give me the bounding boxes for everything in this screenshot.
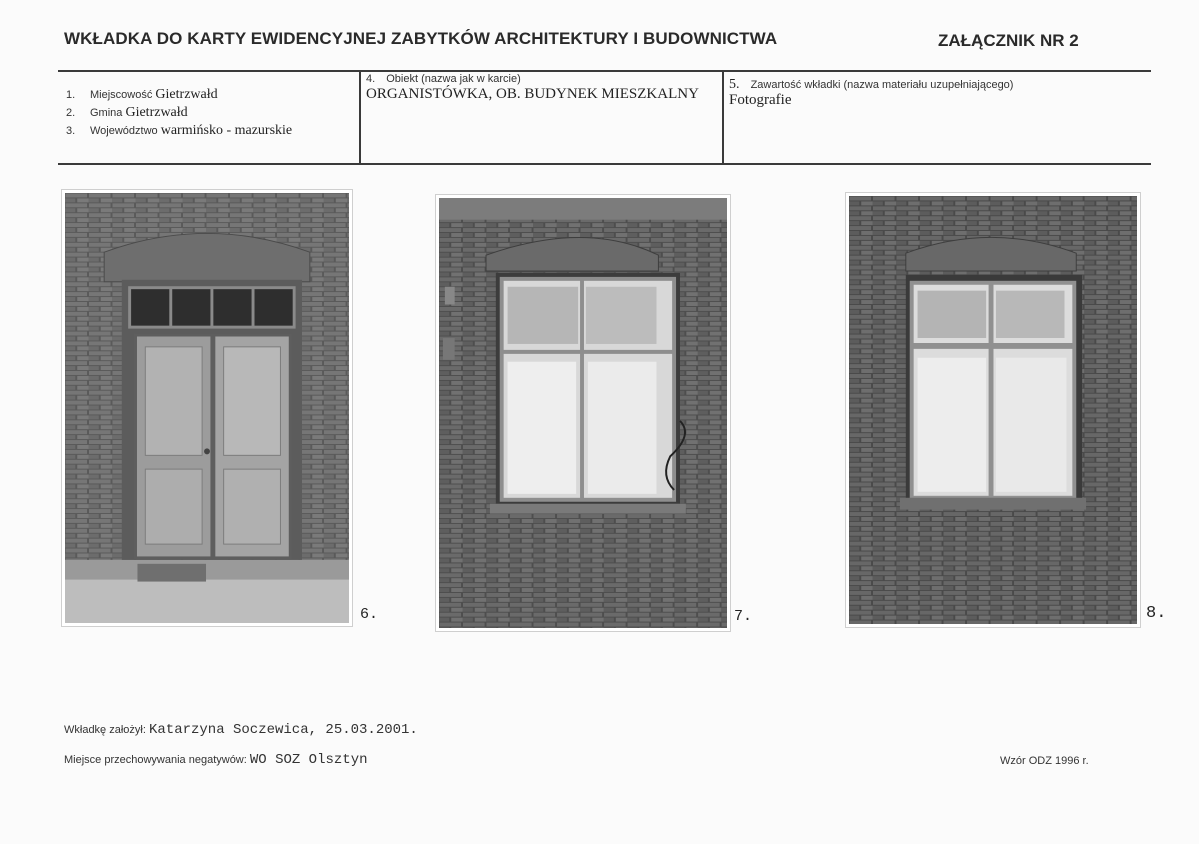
photo-number-7: 7.	[734, 608, 753, 625]
annex-number: ZAŁĄCZNIK NR 2	[938, 31, 1079, 50]
location-item-town: 1. Miejscowość Gietrzwałd	[66, 87, 218, 102]
photo-number-8: 8.	[1146, 604, 1167, 623]
form-divider-2	[722, 70, 724, 165]
location-item-commune: 2. Gmina Gietrzwałd	[66, 105, 188, 120]
location-item-voivodeship: 3. Województwo warmińsko - mazurskie	[66, 123, 293, 138]
page-title: WKŁADKA DO KARTY EWIDENCYJNEJ ZABYTKÓW ARCHITEKTURY I BUDOWNICTWA	[64, 29, 778, 48]
window-photo-7-image	[439, 198, 727, 628]
photo-number-6: 6.	[360, 606, 379, 623]
template-version: Wzór ODZ 1996 r.	[1000, 755, 1089, 767]
form-divider-1	[359, 70, 361, 165]
window-photo-8-image	[849, 196, 1137, 624]
object-value: ORGANISTÓWKA, OB. BUDYNEK MIESZKALNY	[366, 86, 699, 102]
created-by-value: Katarzyna Soczewica, 25.03.2001.	[148, 722, 418, 738]
town-value: Gietrzwałd	[155, 87, 218, 102]
commune-value: Gietrzwałd	[125, 105, 188, 120]
content-label-row: 5. Zawartość wkładki (nazwa materiału uzupełniającego)	[729, 77, 1014, 92]
door-photo-image	[65, 193, 349, 623]
window-photo-8	[846, 193, 1140, 627]
form-top-rule	[58, 70, 1151, 72]
negatives-storage-row: Miejsce przechowywania negatywów: WO SOZ Olsztyn	[64, 752, 368, 768]
form-bottom-rule	[58, 163, 1151, 165]
voivodeship-value: warmińsko - mazurskie	[160, 123, 293, 138]
content-value: Fotografie	[729, 92, 792, 108]
door-photo	[62, 190, 352, 626]
object-label-row: 4. Obiekt (nazwa jak w karcie)	[366, 73, 521, 85]
created-by-row: Wkładkę założył: Katarzyna Soczewica, 25.03.2001.	[64, 722, 418, 738]
window-photo-7	[436, 195, 730, 631]
negatives-storage-value: WO SOZ Olsztyn	[249, 752, 368, 768]
